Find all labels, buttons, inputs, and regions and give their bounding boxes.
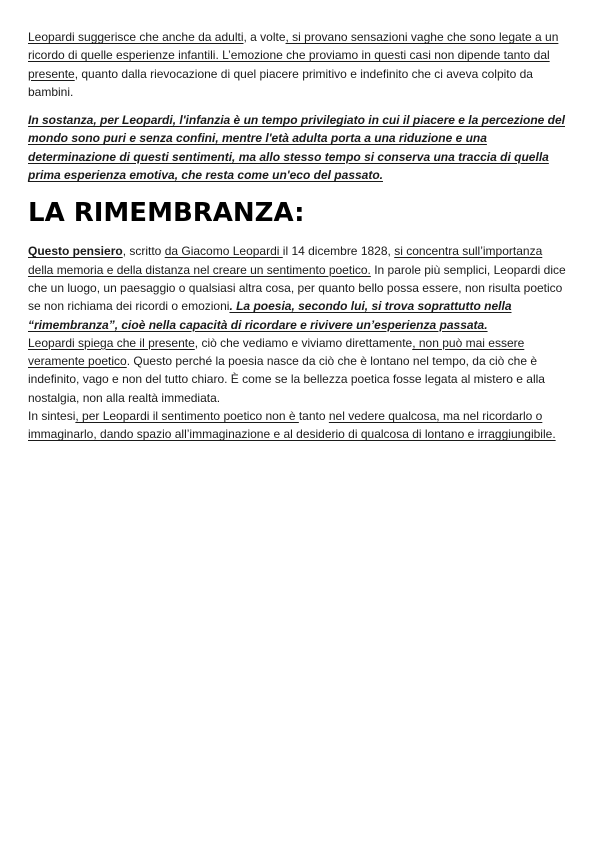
text-run: , scritto bbox=[122, 244, 165, 259]
text-run: tanto bbox=[298, 409, 329, 424]
text-run: , si provano sensazioni vaghe che sono legate a un ricordo di quelle esperienze infantili. L’emozione che proviamo in questi casi non dipende tanto dal presente bbox=[28, 30, 559, 81]
section-heading: LA RIMEMBRANZA: bbox=[28, 198, 305, 229]
text-run: il 14 dicembre 1828, bbox=[282, 244, 395, 259]
paragraph-rimembranza-intro bbox=[28, 242, 568, 333]
text-run: nel vedere qualcosa, ma nel ricordarlo o immaginarlo, dando spazio all’immaginazione e al desiderio di qualcosa di lontano e irraggiungibile. bbox=[28, 409, 556, 442]
text-run: , non può mai essere veramente poetico bbox=[28, 335, 525, 369]
text-run: In sintesi bbox=[28, 409, 76, 424]
paragraph-childhood-memory bbox=[28, 28, 568, 101]
paragraph-present-not-poetic bbox=[28, 334, 568, 407]
text-run: . Questo perché la poesia nasce da ciò che è lontano nel tempo, da ciò che è indefinito, vago e non del tutto chiaro. È come se la bellezza poetica fosse legata al mistero e alla nostalgia, non alla realtà immediata. bbox=[28, 354, 545, 405]
paragraph-summary-infancy bbox=[28, 111, 568, 184]
paragraph-conclusion bbox=[28, 407, 568, 444]
text-run: si concentra sull’importanza della memoria e della distanza nel creare un sentimento poetico. bbox=[28, 244, 543, 277]
text-run: , per Leopardi il sentimento poetico non è bbox=[75, 409, 299, 424]
document-body bbox=[28, 28, 568, 444]
text-run: Leopardi spiega che il presente bbox=[28, 335, 195, 350]
text-run: Leopardi suggerisce che anche da adulti bbox=[28, 30, 244, 44]
text-run: da Giacomo Leopardi bbox=[164, 244, 283, 259]
text-run: In sostanza, per Leopardi, l'infanzia è un tempo privilegiato in cui il piacere e la percezione del mondo sono puri e senza confini, mentre l'età adulta porta a una riduzione e una determinazione di questi sentimenti, ma allo stesso tempo si conserva una traccia di quella prima esperienza emotiva, che resta come un'eco del passato. bbox=[28, 113, 565, 183]
text-run: Questo pensiero bbox=[28, 244, 123, 259]
text-run: . La poesia, secondo lui, si trova soprattutto nella “rimembranza”, cioè nella capacità di ricordare e rivivere un’esperienza passata. bbox=[28, 299, 512, 332]
text-run: , a volte bbox=[243, 30, 286, 44]
text-run: , quanto dalla rievocazione di quel piacere primitivo e indefinito che ci aveva colpito da bambini. bbox=[28, 66, 533, 99]
text-run: In parole più semplici, Leopardi dice che un luogo, un paesaggio o qualsiasi altra cosa, per quanto bello possa essere, non risulta poetico se non richiama dei ricordi o emozioni bbox=[28, 262, 566, 314]
text-run: , ciò che vediamo e viviamo direttamente bbox=[194, 335, 413, 350]
